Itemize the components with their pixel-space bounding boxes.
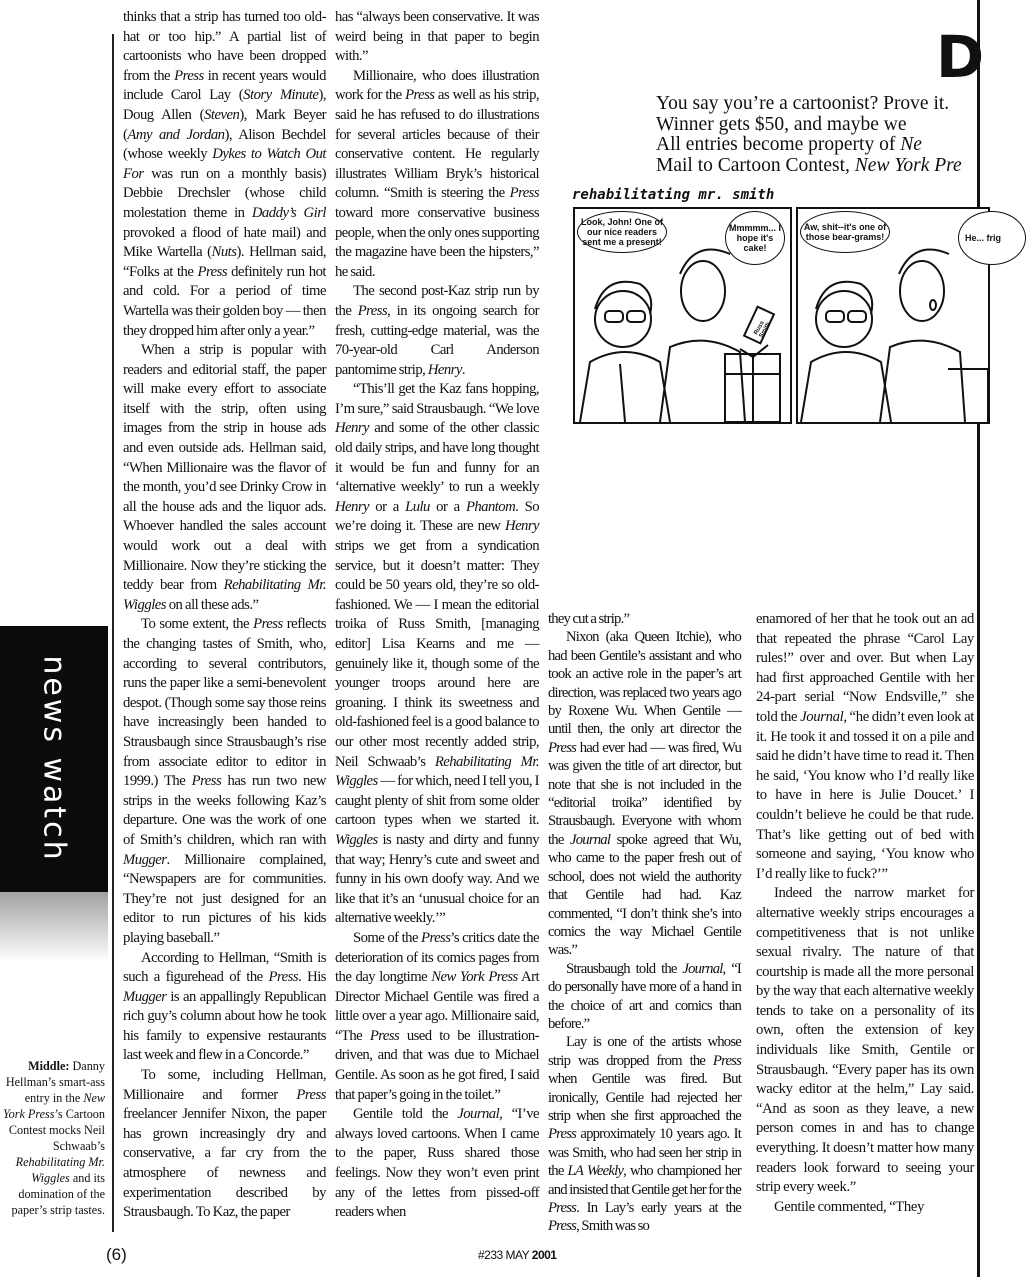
italic-text: Henry — [335, 498, 369, 515]
text-run: definitely run hot and cold. For a period of time Wartella was their golden boy — then they dropped him after only a year.” — [123, 263, 326, 339]
speech-bubble: Look, John! One of our nice readers sent me a present! — [577, 211, 667, 253]
italic-text: Daddy’s Girl — [251, 204, 327, 221]
contest-line — [656, 135, 980, 156]
italic-text: Ne — [900, 134, 922, 155]
photo-caption — [0, 1058, 105, 1218]
article-column-2 — [335, 8, 539, 1223]
italic-text: Wiggles — [335, 831, 378, 848]
issue-number: #233 MAY — [478, 1248, 529, 1262]
gift-tag: Russ Smith — [753, 320, 773, 339]
text-run: as well as his strip, said he has refused to do illustrations for several articles because of their conservative content. He regularly illustrates William Bryk’s historical column. “Smith is steering the — [335, 87, 539, 202]
text-run: , “I do personally have more of a hand in the choice of art and comics than before.” — [548, 960, 741, 1032]
section-tab-texture — [0, 892, 108, 962]
article-column-1 — [123, 8, 326, 1223]
italic-text: Dykes to Watch Out For — [123, 146, 326, 182]
paragraph — [548, 628, 741, 959]
column-rule — [112, 34, 114, 1232]
text-run: when Gentile was fired. But ironically, Gentile had rejected her strip when she first approached the — [548, 1071, 741, 1124]
italic-text: Henry — [335, 420, 369, 437]
italic-text: Press — [268, 969, 299, 986]
speech-bubble: He... frig — [958, 211, 1026, 265]
paragraph — [756, 1198, 974, 1218]
italic-text: Press — [197, 263, 228, 280]
paragraph — [335, 1105, 539, 1223]
italic-text: Henry — [505, 518, 539, 535]
text-run: , Smith was so — [576, 1218, 650, 1235]
text-run: has “always been conservative. It was weird being in that paper to begin with.” — [335, 9, 539, 65]
headline-initial: D — [936, 23, 985, 91]
text-run: ), Doug Allen ( — [123, 87, 327, 123]
text-run: or a — [429, 498, 466, 515]
text-run: , who championed her and insisted that Gentile get her for the — [548, 1163, 741, 1198]
italic-text: Phantom — [465, 498, 516, 515]
italic-text: Story Minute — [243, 87, 319, 104]
text-run: on all these ads.” — [166, 596, 259, 613]
italic-text: Press — [509, 185, 539, 202]
paragraph — [335, 282, 539, 380]
article-column-3 — [548, 610, 741, 1236]
italic-text: Mugger — [123, 851, 167, 868]
comic-panel-2 — [796, 207, 1002, 424]
article-column-4 — [756, 610, 974, 1217]
italic-text: Press — [253, 616, 283, 633]
italic-text: Journal — [457, 1106, 500, 1123]
page-number: (6) — [106, 1245, 127, 1264]
text-run: — for which, need I tell you, I caught plenty of shit from some older cartoon types when we started it. — [335, 773, 539, 829]
paragraph — [335, 929, 539, 1105]
text-run: Gentile told the — [353, 1106, 458, 1123]
paragraph — [123, 341, 326, 615]
text-run: is an appallingly Republican rich guy’s column about how he took his family to expensive restaurants last week and flew in a Concorde.” — [123, 988, 326, 1064]
text-run: , “he didn’t even look at it. He took it and tossed it on a pile and said he didn’t have time to read it. Then he said, ‘You know who I’d really like to have in here is Julie Doucet.’ I couldn’t believe he could be that rude. That’s like getting out of bed with someone and saying, ‘You know who I’d really like to fuck?’” — [756, 708, 974, 882]
text-run: reflects the changing tastes of Smith, who, according to several contributors, runs the paper like a semi-benevolent despot. (Though some say those reins have increasingly been handed to Strausbaugh since Strausbaugh’s rise from associate editor to editor in 1999.) The — [123, 616, 326, 790]
text-run: ). Hellman said, “Folks at the — [123, 244, 326, 280]
italic-text: Press — [548, 739, 577, 756]
text-run: Winner gets $50, and maybe we — [656, 113, 907, 135]
paragraph — [123, 1066, 326, 1223]
paragraph — [123, 615, 326, 948]
italic-text: Press — [405, 87, 435, 104]
text-run: or a — [368, 498, 406, 515]
text-run: To some, including Hellman, Millionaire and former — [123, 1067, 326, 1103]
italic-text: Journal — [800, 708, 844, 725]
text-run: The second post-Kaz strip run by the — [335, 283, 539, 319]
text-run: , in its ongoing search for fresh, cutting-edge material, was the 70-year-old Carl Anderson pantomime strip, — [335, 302, 539, 378]
text-run: Strausbaugh told the — [566, 960, 683, 977]
italic-text: Journal — [682, 960, 723, 977]
italic-text: New York Press — [2, 1091, 105, 1121]
text-run: enamored of her that he took out an ad that repeated the phrase “Carol Lay rules!” over and over. But when Lay had first approached Gentile with her 24-part serial “Now Endsville,” she told the — [756, 611, 974, 725]
text-run: Indeed the narrow market for alternative weekly strips encourages a competitiveness that is not unlike sexual rivalry. The nature of that courtship is made all the more personal by the way that each alternative weekly tends to take on a personality of its own, often the extension of key individuals like Smith, Gentile or Strausbaugh. “Every paper has its own wacky editor at the helm,” Lay said. “And as soon as they leave, a new person comes in and has to change everything. It doesn’t matter how many readers look forward to seeing your strip every week.” — [756, 885, 974, 1196]
section-tab-label: news watch — [36, 655, 72, 863]
text-run: used to be illustration-driven, and that was due to Michael Gentile. As soon as he got fired, I said that paper’s going in the toilet.” — [335, 1027, 540, 1103]
text-run: strips we get from a syndication service, but it doesn’t matter: They could be 50 years old, they’re so old-fashioned. We — I mean the editorial troika of Russ Smith, [managing editor] Lisa Kearns and me — genuinely like it, though some of the younger troops around here are groaning. I think its sweetness and old-fashioned feel is a good balance to our other most recently added strip, Neil Schwaab’s — [335, 538, 539, 770]
issue-year: 2001 — [531, 1248, 557, 1262]
contest-line — [656, 156, 980, 177]
italic-text: Press — [548, 1218, 577, 1235]
italic-text: Press — [548, 1126, 577, 1143]
text-run: provoked a flood of hate mail) and Mike Wartella ( — [123, 224, 326, 261]
italic-text: Press — [421, 929, 451, 946]
speech-bubble: Mmmmm... I hope it's cake! — [725, 211, 785, 265]
text-run: was run on a monthly basis) Debbie Drechsler (whose child molestation theme in — [123, 165, 326, 221]
italic-text: New York Pre — [854, 154, 962, 176]
text-run: When a strip is popular with readers and editorial staff, the paper will make every effort to associate itself with the strip, often using images from the strip in house ads and even outside ads. Hellman said, “When Millionaire was the flavor of the month, you’d see Drinky Crow in all the house ads and the liquor ads. Whoever handled the sales account would work out a deal with Millionaire. Now they’re sticking the teddy bear from — [123, 342, 326, 594]
text-run: spoke agreed that Wu, who came to the paper fresh out of school, does not wield the authority that Gentile had had. Kaz commented, “I don’t think she’s into comics the way Michael Gentile was.” — [548, 831, 741, 959]
text-run: freelancer Jennifer Nixon, the paper has grown increasingly dry and conservative, a far cry from the atmosphere of newness and experimentation described by Strausbaugh. To Kaz, the paper — [123, 1106, 326, 1221]
italic-text: Lulu — [405, 498, 430, 515]
text-run: ), Alison Bechdel (whose weekly — [123, 126, 326, 163]
text-run: According to Hellman, “Smith is such a figurehead of the — [123, 949, 326, 986]
text-run: ’s critics date the deterioration of its comics pages from the day longtime — [335, 929, 539, 986]
italic-text: LA Weekly — [567, 1163, 624, 1180]
paragraph — [335, 8, 539, 67]
page-edge — [977, 0, 980, 1277]
paragraph — [335, 380, 539, 929]
text-run: Art Director Michael Gentile was fired a little over a year ago. Millionaire said, “The — [335, 969, 539, 1044]
text-run: Millionaire, who does illustration work for the — [335, 67, 539, 104]
text-run: . — [461, 361, 465, 378]
italic-text: Amy and Jordan — [127, 126, 225, 143]
paragraph — [756, 884, 974, 1198]
text-run: . In Lay’s early years at the — [576, 1200, 741, 1216]
paragraph — [548, 960, 741, 1034]
text-run: All entries become property of — [656, 134, 901, 155]
text-run: approximately 10 years ago. It was Smith, who had seen her strip in the — [548, 1126, 741, 1180]
text-run: ’s Cartoon Contest mocks Neil Schwaab’s — [8, 1107, 105, 1153]
text-run: To some extent, the — [141, 616, 254, 633]
text-run: Gentile commented, “They — [774, 1198, 925, 1215]
bold-text: Middle: — [28, 1059, 70, 1073]
text-run: . So we’re doing it. These are new — [335, 498, 539, 535]
text-run: . His — [298, 969, 327, 986]
text-run: thinks that a strip has turned too old-hat or too hip.” A partial list of cartoonists who have been dropped from the — [123, 9, 326, 84]
text-run: Lay is one of the artists whose strip was dropped from the — [548, 1034, 741, 1069]
text-run: , “I’ve always loved cartoons. When I came to the paper, Russ shared those feelings. Now they won’t even print any of the lettes from pissed-off readers when — [335, 1106, 539, 1221]
italic-text: Journal — [570, 831, 611, 848]
section-tab — [0, 626, 108, 892]
italic-text: Press — [712, 1052, 741, 1069]
text-run: . Millionaire complained, “Newspapers are for communities. They’re not just designed for an editor to run pictures of his kids playing baseball.” — [123, 851, 326, 946]
italic-text: Rehabilitating Mr. Wiggles — [15, 1155, 105, 1185]
text-run: Danny Hellman’s smart-ass entry in the — [5, 1059, 105, 1105]
paragraph — [548, 1033, 741, 1235]
italic-text: Press — [357, 302, 388, 319]
issue-date — [478, 1248, 556, 1262]
speech-bubble: Aw, shit--it's one of those bear-grams! — [800, 211, 890, 253]
text-run: You say you’re a cartoonist? Prove it. — [656, 93, 950, 114]
italic-text: New York Press — [431, 969, 518, 986]
text-run: and its domination of the paper’s strip tastes. — [11, 1171, 105, 1217]
text-run: had ever had — was fired, Wu was given the title of art director, but note that she is not included in the “editorial troika” identified by Strausbaugh. Everyone with whom the — [548, 739, 741, 848]
text-run: in recent years would include Carol Lay ( — [123, 67, 326, 104]
italic-text: Nuts — [211, 244, 237, 261]
contest-blurb — [656, 94, 980, 176]
italic-text: Rehabilitating Mr. Wiggles — [123, 577, 326, 613]
italic-text: Press — [548, 1200, 577, 1216]
italic-text: Steven — [204, 106, 240, 123]
italic-text: Press — [296, 1086, 326, 1103]
paragraph — [756, 610, 974, 884]
text-run: “This’ll get the Kaz fans hopping, I’m sure,” said Strausbaugh. “We love — [335, 381, 539, 417]
text-run: Nixon (aka Queen Itchie), who had been Gentile’s assistant and who took an active role in the paper’s art direction, was replaced two years ago by Roxene Wu. When Gentile — until then, the only art director the — [548, 629, 741, 738]
contest-line — [656, 94, 980, 115]
comic-panel-1 — [573, 207, 792, 424]
paragraph — [123, 949, 326, 1067]
text-run: Some of the — [353, 929, 422, 946]
text-run: is nasty and dirty and funny that way; Henry’s cute and sweet and funny in his own doofy way. And we like that it’s an ‘unusual choice for an alternative weekly.’” — [335, 831, 539, 927]
italic-text: Press — [191, 773, 222, 790]
italic-text: Mugger — [123, 988, 167, 1005]
paragraph — [548, 610, 741, 628]
italic-text: Press — [369, 1027, 400, 1044]
italic-text: Press — [174, 67, 204, 84]
comic-title: rehabilitating mr. smith — [572, 187, 775, 203]
text-run: and some of the other classic old daily strips, and have long thought it would be fun and funny for an ‘alternative weekly’ to run a weekly — [335, 420, 539, 496]
text-run: they cut a strip.” — [548, 611, 630, 627]
italic-text: Rehabilitating Mr. Wiggles — [335, 753, 539, 790]
italic-text: Henry — [427, 361, 462, 378]
text-run: toward more conservative business people, when the only ones supporting the magazine have been the hipsters,” he said. — [335, 204, 539, 280]
paragraph — [123, 8, 326, 341]
paragraph — [335, 67, 539, 283]
text-run: Mail to Cartoon Contest, — [656, 154, 855, 176]
contest-line — [656, 115, 980, 136]
text-run: ), Mark Beyer ( — [123, 106, 326, 143]
text-run: has run two new strips in the weeks following Kaz’s departure. One was the work of one of Smith’s children, which ran with — [123, 773, 326, 848]
